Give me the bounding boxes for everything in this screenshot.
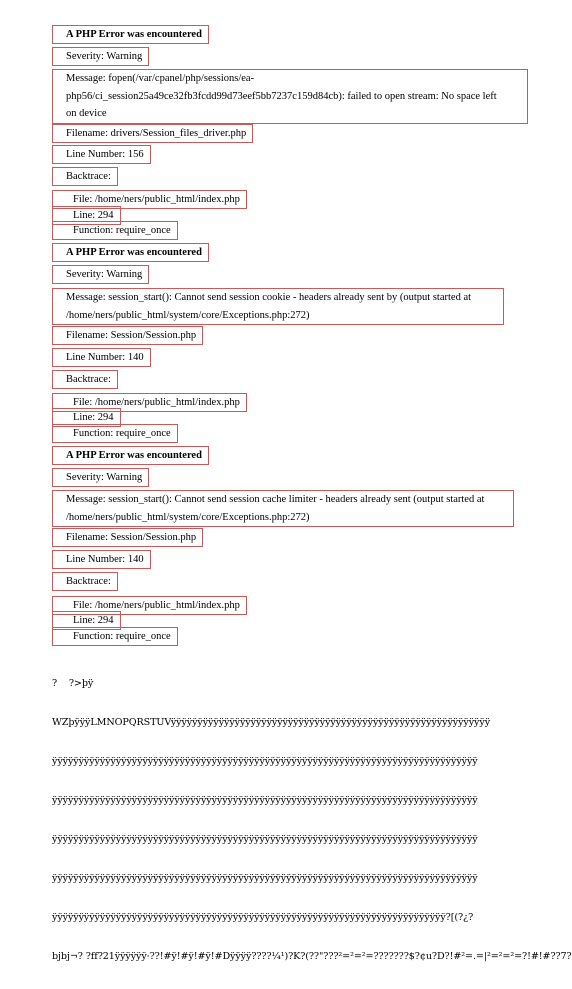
error-message (52, 288, 504, 325)
error-heading: A PHP Error was encountered (52, 446, 209, 465)
error-severity: Severity: Warning (52, 265, 149, 284)
backtrace-function: Function: require_once (52, 627, 178, 646)
error-backtrace-label: Backtrace: (52, 167, 118, 186)
backtrace-file: File: /home/ners/public_html/index.php (52, 596, 247, 615)
error-line-number: Line Number: 156 (52, 145, 151, 164)
error-filename: Filename: drivers/Session_files_driver.php (52, 124, 253, 143)
backtrace-function: Function: require_once (52, 221, 178, 240)
error-filename: Filename: Session/Session.php (52, 528, 203, 547)
error-backtrace-label: Backtrace: (52, 370, 118, 389)
error-message-line: /home/ners/public_html/system/core/Exceptions.php:272) (66, 309, 310, 321)
backtrace-file: File: /home/ners/public_html/index.php (52, 190, 247, 209)
error-backtrace-label: Backtrace: (52, 572, 118, 591)
error-message-line: Message: fopen(/var/cpanel/php/sessions/ea- (66, 73, 255, 84)
backtrace-function: Function: require_once (52, 424, 178, 443)
error-line-number: Line Number: 140 (52, 550, 151, 569)
error-heading: A PHP Error was encountered (52, 243, 209, 262)
garbage-line: ÿÿÿÿÿÿÿÿÿÿÿÿÿÿÿÿÿÿÿÿÿÿÿÿÿÿÿÿÿÿÿÿÿÿÿÿÿÿÿÿÿÿÿÿÿÿÿÿÿÿÿÿÿÿÿÿÿÿÿÿÿÿÿÿÿÿÿÿÿÿÿÿÿÿÿÿÿÿÿÿ (52, 756, 478, 767)
error-message-line: on device (66, 108, 107, 119)
error-message-line: Message: session_start(): Cannot send session cookie - headers already sent by (output started at (66, 292, 472, 303)
error-message-line: php56/ci_session25a49ce32fb3fcdd99d73eef5bb7237c159d84cb): failed to open stream: No space left (66, 90, 497, 102)
garbage-line: WZþÿÿÿLMNOPQRSTUVÿÿÿÿÿÿÿÿÿÿÿÿÿÿÿÿÿÿÿÿÿÿÿÿÿÿÿÿÿÿÿÿÿÿÿÿÿÿÿÿÿÿÿÿÿÿÿÿÿÿÿÿÿÿÿÿÿÿÿÿ (52, 717, 491, 728)
error-line-number: Line Number: 140 (52, 348, 151, 367)
error-severity: Severity: Warning (52, 468, 149, 487)
garbage-line: ÿÿÿÿÿÿÿÿÿÿÿÿÿÿÿÿÿÿÿÿÿÿÿÿÿÿÿÿÿÿÿÿÿÿÿÿÿÿÿÿÿÿÿÿÿÿÿÿÿÿÿÿÿÿÿÿÿÿÿÿÿÿÿÿÿÿÿÿÿÿÿÿÿÿÿÿÿÿÿÿ (52, 834, 478, 845)
error-filename: Filename: Session/Session.php (52, 326, 203, 345)
error-message-line: /home/ners/public_html/system/core/Exceptions.php:272) (66, 511, 310, 523)
backtrace-line: Line: 294 (52, 611, 121, 630)
garbage-line: ÿÿÿÿÿÿÿÿÿÿÿÿÿÿÿÿÿÿÿÿÿÿÿÿÿÿÿÿÿÿÿÿÿÿÿÿÿÿÿÿÿÿÿÿÿÿÿÿÿÿÿÿÿÿÿÿÿÿÿÿÿÿÿÿÿÿÿÿÿÿÿÿÿÿÿÿÿÿÿÿ (52, 795, 478, 806)
garbage-line: ? ?>þÿ (52, 678, 94, 689)
garbage-line: ÿÿÿÿÿÿÿÿÿÿÿÿÿÿÿÿÿÿÿÿÿÿÿÿÿÿÿÿÿÿÿÿÿÿÿÿÿÿÿÿÿÿÿÿÿÿÿÿÿÿÿÿÿÿÿÿÿÿÿÿÿÿÿÿÿÿÿÿÿÿÿÿÿÿ?[(?¿? (52, 912, 474, 923)
error-message (52, 490, 514, 527)
backtrace-file: File: /home/ners/public_html/index.php (52, 393, 247, 412)
error-message-line: Message: session_start(): Cannot send session cache limiter - headers already sent (output started at (66, 494, 485, 505)
garbage-line: ÿÿÿÿÿÿÿÿÿÿÿÿÿÿÿÿÿÿÿÿÿÿÿÿÿÿÿÿÿÿÿÿÿÿÿÿÿÿÿÿÿÿÿÿÿÿÿÿÿÿÿÿÿÿÿÿÿÿÿÿÿÿÿÿÿÿÿÿÿÿÿÿÿÿÿÿÿÿÿÿ (52, 873, 478, 884)
binary-garbage-output (52, 651, 572, 962)
error-heading: A PHP Error was encountered (52, 25, 209, 44)
error-message (52, 69, 528, 124)
garbage-line: bjbj¬? ?ff?21ÿÿÿÿÿÿ·??!#ÿ!#ÿ!#ÿ!#Dÿÿÿÿ????¼¹)?K?(??"???²=²=²=???????$?¢u?D?!#²=.=|²=²=²=?!#!#??7? (52, 951, 572, 962)
backtrace-line: Line: 294 (52, 206, 121, 225)
error-severity: Severity: Warning (52, 47, 149, 66)
backtrace-line: Line: 294 (52, 408, 121, 427)
